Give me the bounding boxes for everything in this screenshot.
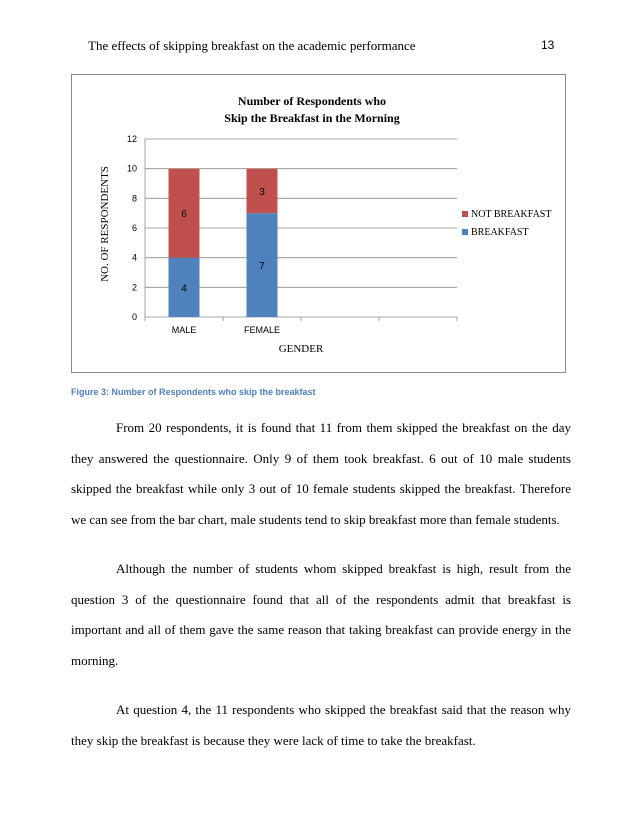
x-axis-label: GENDER — [278, 343, 324, 355]
legend-swatch — [462, 229, 468, 235]
x-tick-label: MALE — [171, 325, 197, 335]
data-label: 4 — [181, 283, 187, 295]
data-label: 7 — [259, 261, 265, 273]
y-tick-label: 10 — [126, 163, 137, 174]
data-label: 3 — [259, 186, 265, 198]
paragraph: Although the number of students whom skipped breakfast is high, result from the question 3 of the questionnaire found that all of the respondents admit that breakfast is important and all of them gave the same reason that taking breakfast can provide energy in the morning. — [71, 561, 571, 668]
y-tick-label: 6 — [131, 223, 137, 233]
chart-title: Skip the Breakfast in the Morning — [224, 111, 400, 125]
chart-frame — [71, 74, 566, 373]
body-text — [71, 413, 571, 775]
page-number: 13 — [541, 38, 555, 52]
y-tick-label: 12 — [126, 134, 137, 144]
data-label: 6 — [181, 209, 187, 221]
y-tick-label: 8 — [131, 193, 137, 204]
chart-title: Number of Respondents who — [237, 94, 387, 108]
figure-caption: Figure 3: Number of Respondents who skip the breakfast — [71, 387, 316, 397]
legend-label: NOT BREAKFAST — [471, 209, 552, 220]
stacked-bar-chart — [72, 75, 565, 372]
running-header-title: The effects of skipping breakfast on the academic performance — [88, 38, 416, 53]
paragraph: From 20 respondents, it is found that 11 from them skipped the breakfast on the day they answered the questionnaire. Only 9 of them took breakfast. 6 out of 10 male students skipped the breakfast while only 3 out of 10 female students skipped the breakfast. Therefore we can see from the bar chart, male students tend to skip breakfast more than female students. — [71, 420, 571, 527]
y-tick-label: 2 — [131, 282, 137, 293]
y-tick-label: 0 — [131, 312, 137, 322]
legend-label: BREAKFAST — [471, 227, 529, 238]
paragraph: At question 4, the 11 respondents who skipped the breakfast said that the reason why they skip the breakfast is because they were lack of time to take the breakfast. — [71, 702, 571, 748]
legend-swatch — [462, 211, 468, 217]
y-tick-label: 4 — [131, 252, 137, 263]
y-axis-label: NO. OF RESPONDENTS — [99, 166, 111, 282]
x-tick-label: FEMALE — [243, 325, 281, 335]
